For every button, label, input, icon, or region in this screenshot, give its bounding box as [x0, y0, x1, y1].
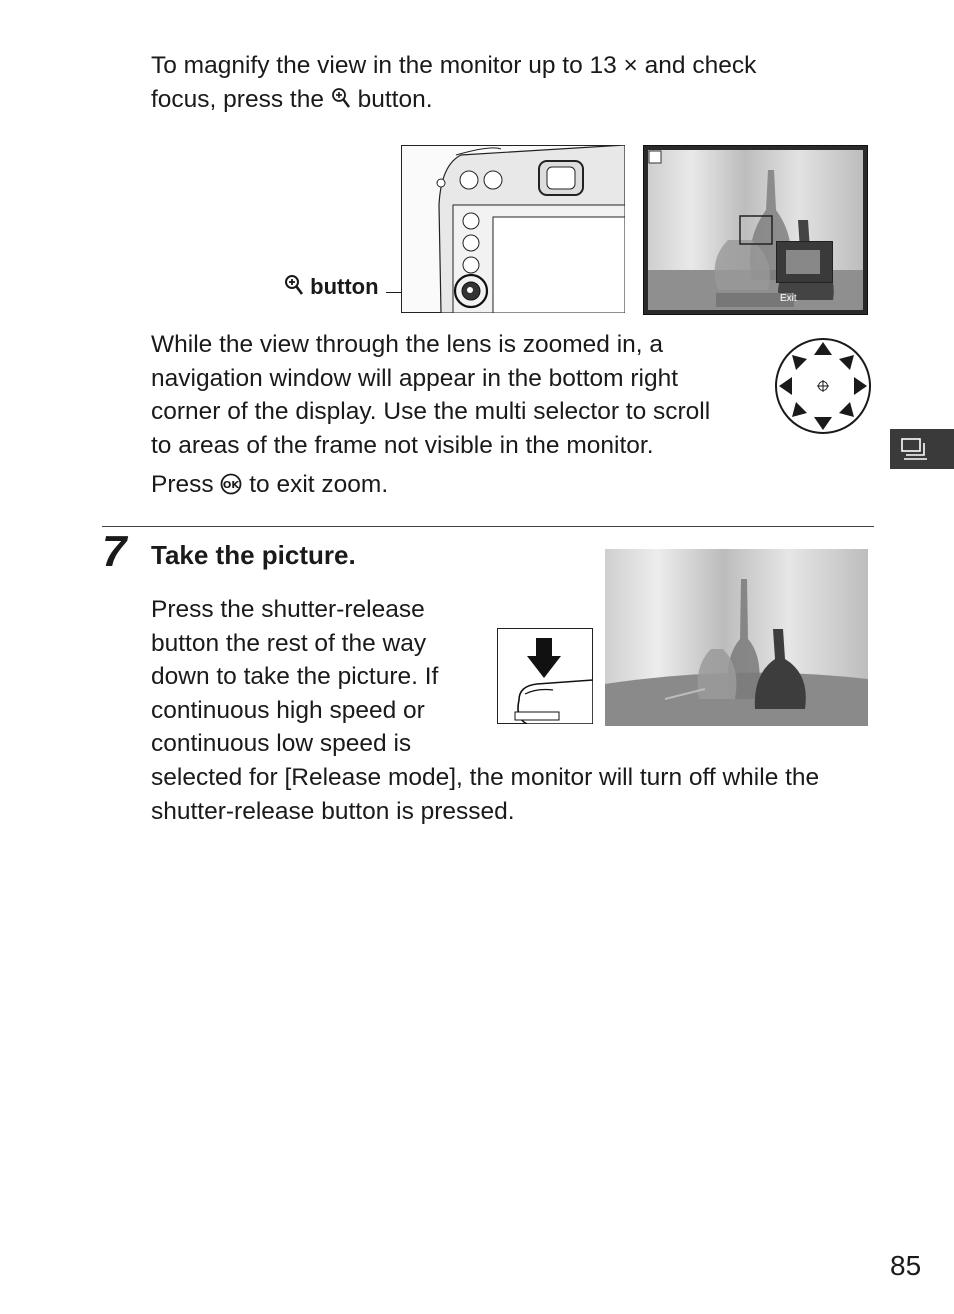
navigation-window [776, 241, 833, 283]
page-number: 85 [890, 1250, 922, 1281]
step-number: 7 [102, 527, 127, 576]
intro-line-2-start: focus, press the [151, 85, 331, 113]
navigation-line-4: to areas of the frame not visible in the monitor. [151, 431, 654, 459]
final-photo [605, 549, 868, 726]
step-body-line-6: selected for [Release mode], the monitor will turn off while the [151, 763, 820, 791]
shutter-press-illustration [497, 628, 593, 724]
zoom-in-icon [284, 274, 304, 296]
navigation-window-view [786, 250, 820, 274]
zoom-in-icon [331, 87, 351, 109]
exit-text-end: to exit zoom. [242, 471, 389, 498]
step-divider [102, 526, 874, 527]
navigation-line-1: While the view through the lens is zoomed in, a [151, 331, 664, 358]
live-view-icon [900, 437, 928, 461]
step-body-line-5: continuous low speed is [151, 730, 412, 758]
caption-label: button [310, 274, 379, 299]
step-body-line-1: Press the shutter-release [151, 596, 425, 623]
exit-zoom-instruction [151, 468, 388, 502]
ok-button-icon [220, 473, 242, 495]
zoom-button-caption [284, 272, 379, 302]
exit-text-start: Press [151, 471, 221, 498]
step-body-line-3: down to take the picture. If [151, 663, 439, 691]
zoomed-monitor-photo [643, 145, 868, 315]
step-body-line-2: button the rest of the way [151, 629, 427, 657]
svg-text:OK: OK [223, 480, 240, 491]
navigation-line-2: navigation window will appear in the bottom right [151, 364, 679, 392]
navigation-line-3: corner of the display. Use the multi selector to scroll [151, 398, 711, 426]
perfume-bottles-photo [605, 549, 868, 726]
intro-line-1: To magnify the view in the monitor up to 13 × and check [151, 52, 757, 79]
intro-line-2 [151, 83, 756, 117]
chapter-tab [890, 429, 954, 469]
intro-text [151, 49, 756, 116]
perfume-bottles-zoomed [648, 150, 863, 310]
camera-back-illustration [401, 145, 625, 313]
intro-line-2-end: button. [350, 85, 433, 113]
step-body-line-4: continuous high speed or [151, 696, 425, 724]
step-body-line-7: shutter-release button is pressed. [151, 797, 515, 825]
step-title: Take the picture. [151, 540, 356, 570]
navigation-paragraph [151, 328, 766, 462]
multi-selector-icon [774, 337, 872, 435]
monitor-exit-label: Exit [780, 293, 797, 304]
